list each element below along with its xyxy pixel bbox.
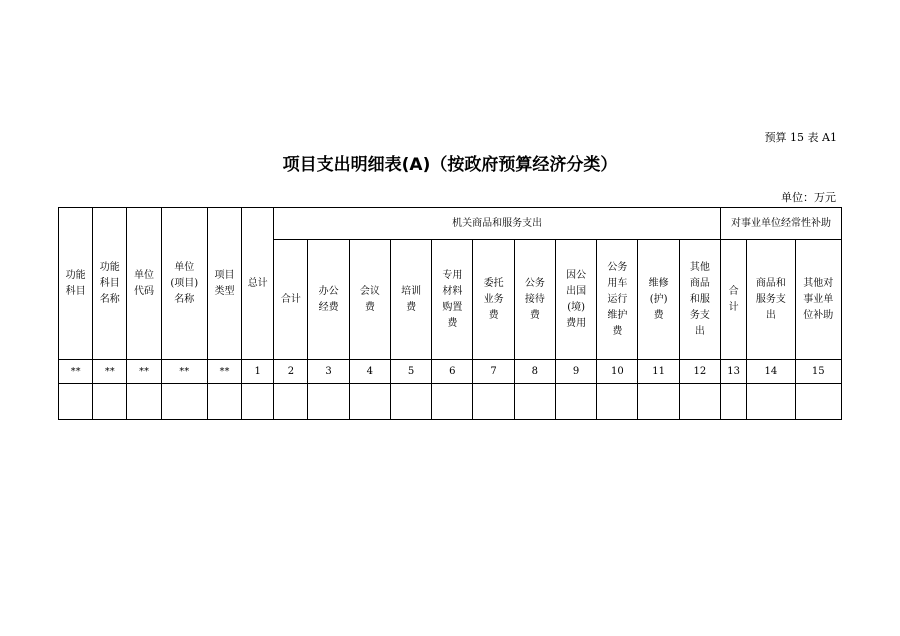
code-cell: 8 [514,360,555,384]
form-number: 预算 15 表 A1 [764,131,837,144]
col-header-function-subject: 功能 科目 [59,208,93,360]
project-expenditure-table [58,207,842,420]
data-cell [161,384,207,420]
data-cell [308,384,349,420]
code-cell: 7 [473,360,514,384]
data-cell [747,384,795,420]
column-code-row [59,360,842,384]
data-cell [59,384,93,420]
unit-label: 单位：万元 [781,191,836,204]
data-cell [207,384,241,420]
col-header-subtotal: 合计 [274,240,308,360]
col-header-official-reception: 公务 接待 费 [514,240,555,360]
data-cell [473,384,514,420]
col-header-unit-code: 单位 代码 [127,208,161,360]
data-cell [127,384,161,420]
code-cell: 11 [638,360,679,384]
data-cell [274,384,308,420]
code-cell: ** [207,360,241,384]
col-header-special-materials: 专用 材料 购置 费 [432,240,473,360]
code-cell: 14 [747,360,795,384]
data-cell [638,384,679,420]
col-header-other-goods-services: 其他 商品 和服 务支 出 [679,240,720,360]
code-cell: 3 [308,360,349,384]
code-cell: ** [93,360,127,384]
code-cell: 1 [242,360,274,384]
col-header-unit-project-name: 单位 (项目) 名称 [161,208,207,360]
data-cell [242,384,274,420]
code-cell: 13 [721,360,747,384]
col-header-training-fee: 培训 费 [390,240,431,360]
code-cell: 6 [432,360,473,384]
code-cell: 12 [679,360,720,384]
table-row [59,384,842,420]
data-cell [514,384,555,420]
code-cell: 2 [274,360,308,384]
header-row-groups [59,208,842,240]
data-cell [555,384,596,420]
code-cell: 9 [555,360,596,384]
col-header-other-subsidy: 其他对 事业单 位补助 [795,240,841,360]
col-header-commissioned-business: 委托 业务 费 [473,240,514,360]
data-cell [432,384,473,420]
page-title: 项目支出明细表(A)（按政府预算经济分类） [282,155,618,175]
data-cell [679,384,720,420]
data-cell [390,384,431,420]
col-header-subsidy-subtotal: 合 计 [721,240,747,360]
code-cell: ** [161,360,207,384]
data-cell [93,384,127,420]
col-header-subsidy-goods-services: 商品和 服务支 出 [747,240,795,360]
col-header-function-subject-name: 功能 科目 名称 [93,208,127,360]
col-header-meeting-fee: 会议 费 [349,240,390,360]
code-cell: ** [59,360,93,384]
data-cell [721,384,747,420]
code-cell: 5 [390,360,431,384]
code-cell: 4 [349,360,390,384]
data-cell [597,384,638,420]
group-header-public-institution-subsidy: 对事业单位经常性补助 [721,208,842,240]
data-cell [795,384,841,420]
col-header-grand-total: 总计 [242,208,274,360]
data-cell [349,384,390,420]
col-header-project-type: 项目 类型 [207,208,241,360]
group-header-goods-services: 机关商品和服务支出 [274,208,721,240]
col-header-maintenance: 维修 (护) 费 [638,240,679,360]
code-cell: 10 [597,360,638,384]
col-header-official-vehicle: 公务 用车 运行 维护 费 [597,240,638,360]
col-header-overseas-travel: 因公 出国 (境) 费用 [555,240,596,360]
col-header-office-expense: 办公 经费 [308,240,349,360]
code-cell: ** [127,360,161,384]
code-cell: 15 [795,360,841,384]
